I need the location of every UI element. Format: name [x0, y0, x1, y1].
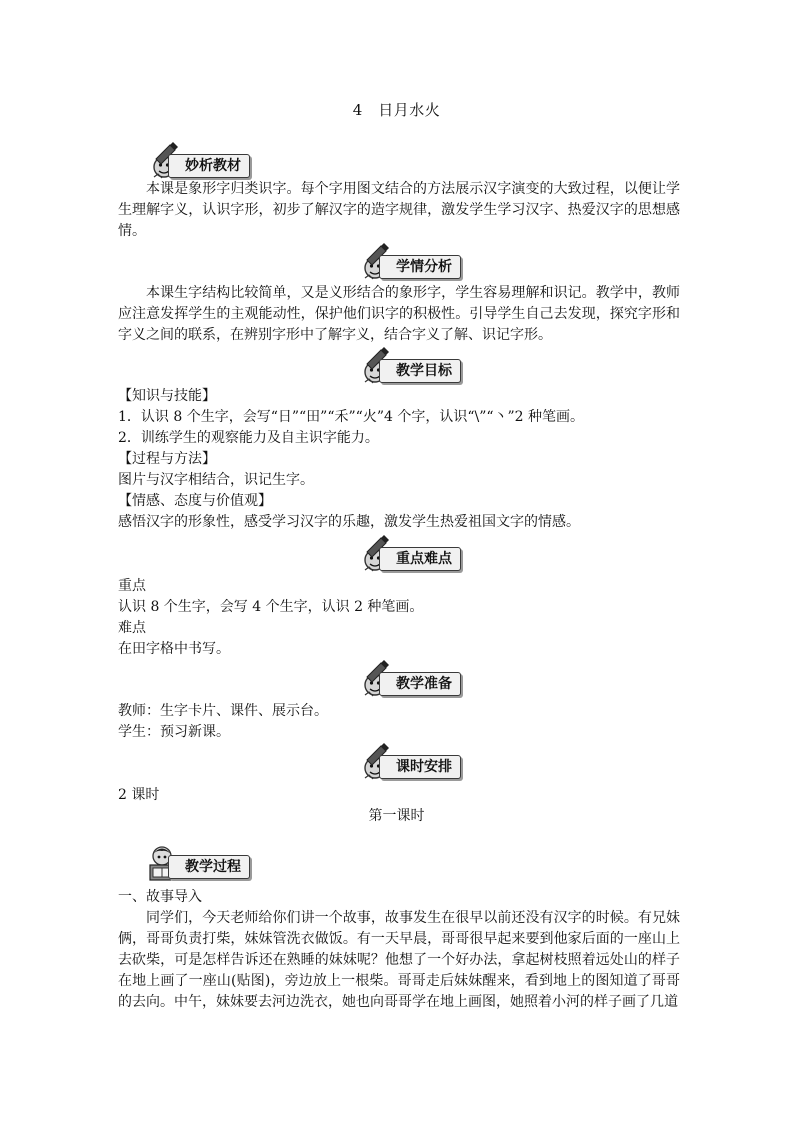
lesson-title: 4 日月水火 — [352, 101, 441, 119]
objective-emotion-label: 【情感、态度与价值观】 — [118, 493, 272, 509]
section-heading-label: 重点难点 — [379, 547, 461, 571]
section-heading-label: 妙析教材 — [168, 154, 250, 178]
difficulty-label: 难点 — [118, 620, 146, 636]
objective-process-label: 【过程与方法】 — [118, 451, 216, 467]
schedule-first-period: 第一课时 — [368, 808, 425, 824]
objective-knowledge-2: 2．训练学生的观察能力及自主识字能力。 — [118, 430, 379, 446]
section-heading-label: 学情分析 — [379, 255, 461, 279]
analysis-paragraph: 本课是象形字归类识字。每个字用图文结合的方法展示汉字演变的大致过程，以便让学生理解字义，认识字形，初步了解汉字的造字规律，激发学生学习汉字、热爱汉字的思想感情。 — [118, 181, 680, 239]
key-point-label: 重点 — [118, 578, 146, 594]
process-story-paragraph: 同学们，今天老师给你们讲一个故事，故事发生在很早以前还没有汉字的时候。有兄妹俩，哥哥负责打柴，妹妹管洗衣做饭。有一天早晨，哥哥很早起来要到他家后面的一座山上去砍柴，可是怎样告诉还在熟睡的妹妹呢？他想了一个好办法，拿起树枝照着远处山的样子在地上画了一座山(贴图)，旁边放上一根柴。哥哥走后妹妹醒来，看到地上的图知道了哥哥的去向。中午，妹妹要去河边洗衣，她也向哥哥学在地上画图，她照着小河的样子画了几道 — [118, 910, 680, 1010]
situation-paragraph: 本课生字结构比较简单，又是义形结合的象形字，学生容易理解和识记。教学中，教师应注意发挥学生的主观能动性，保护他们识字的积极性。引导学生自己去发现，探究字形和字义之间的联系，在辨别字形中了解字义，结合字义了解、识记字形。 — [118, 285, 680, 343]
preparation-teacher: 教师：生字卡片、课件、展示台。 — [118, 703, 328, 719]
section-heading-label: 教学过程 — [168, 855, 250, 879]
key-point-text: 认识 8 个生字，会写 4 个生字，认识 2 种笔画。 — [118, 599, 424, 615]
schedule-hours: 2 课时 — [118, 787, 160, 803]
section-heading-label: 教学准备 — [379, 672, 461, 696]
difficulty-text: 在田字格中书写。 — [118, 641, 230, 657]
objective-knowledge-1: 1．认识 8 个生字，会写“日”“田”“禾”“火”4 个字，认识“\”“丶”2 种笔画。 — [118, 409, 585, 425]
objective-knowledge-label: 【知识与技能】 — [118, 388, 216, 404]
section-heading-label: 课时安排 — [379, 755, 461, 779]
process-step-1: 一、故事导入 — [118, 889, 202, 905]
preparation-student: 学生：预习新课。 — [118, 724, 230, 740]
objective-process-1: 图片与汉字相结合，识记生字。 — [118, 472, 314, 488]
objective-emotion-1: 感悟汉字的形象性，感受学习汉字的乐趣，激发学生热爱祖国文字的情感。 — [118, 514, 580, 530]
section-heading-label: 教学目标 — [379, 359, 461, 383]
